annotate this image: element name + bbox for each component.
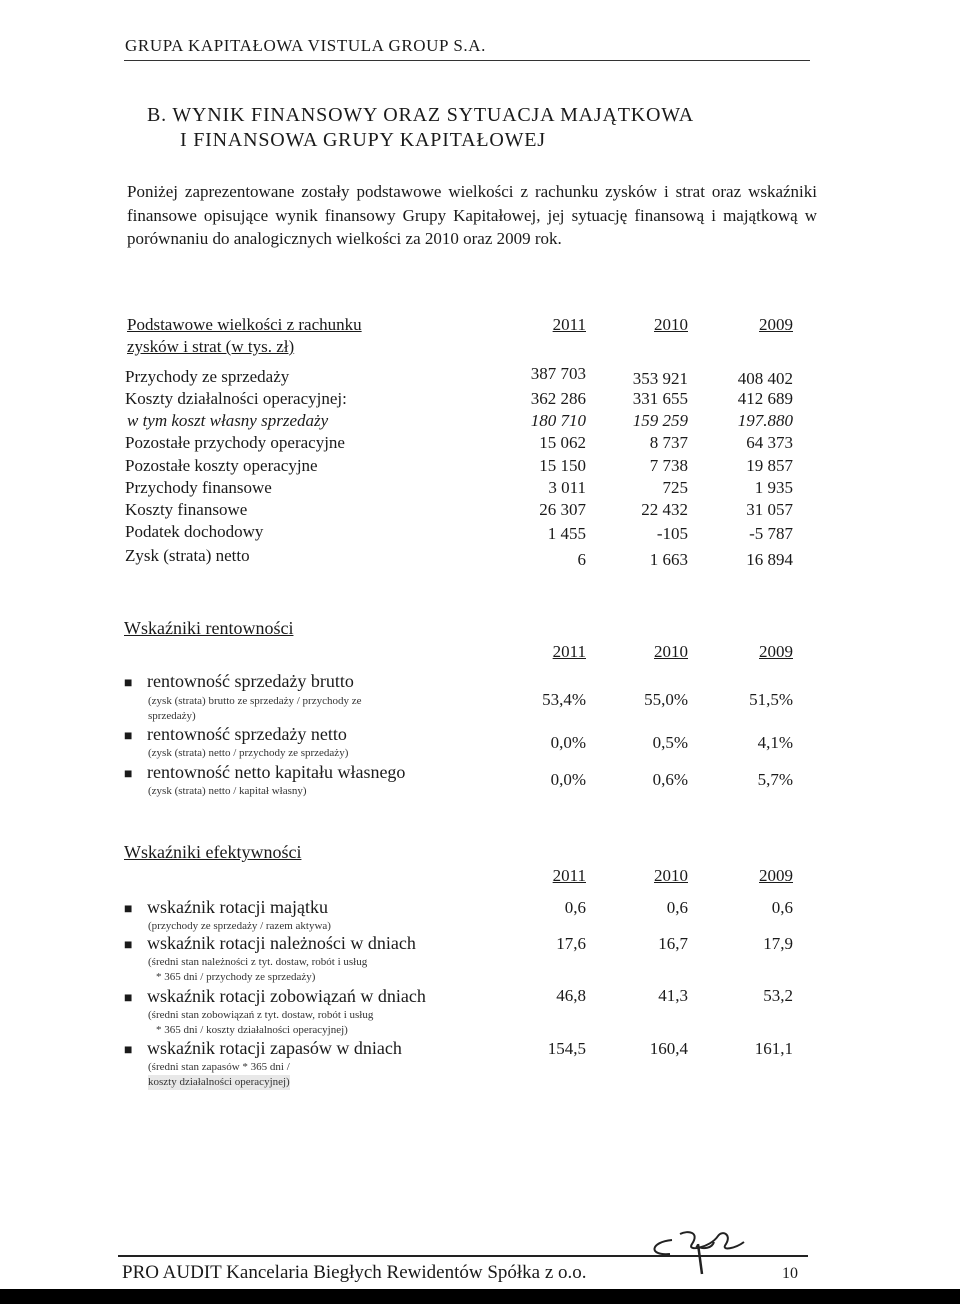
pl-row-label: Zysk (strata) netto [125,546,250,565]
footer-rule [118,1255,808,1257]
eff-cell: 0,6 [771,898,793,917]
handwritten-signature [640,1222,760,1282]
eff-item-label: wskaźnik rotacji zobowiązań w dniach [147,986,426,1006]
prof-item-label: rentowność sprzedaży netto [147,724,347,744]
pl-cell: 387 703 [530,364,586,383]
pl-cell: 725 [662,478,688,497]
eff-cell: 41,3 [658,986,688,1005]
prof-item-sub: (zysk (strata) brutto ze sprzedaży / przychody ze [148,695,362,707]
pl-year-2009: 2009 [759,315,793,334]
pl-row-label: Koszty działalności operacyjnej: [125,389,347,408]
prof-item-sub: sprzedaży) [148,710,196,722]
eff-item-sub: (przychody ze sprzedaży / razem aktywa) [148,920,331,932]
eff-cell: 0,6 [666,898,688,917]
bullet-icon: ■ [124,991,133,1006]
section-title-line2: I FINANSOWA GRUPY KAPITAŁOWEJ [180,129,546,151]
eff-item-label: wskaźnik rotacji należności w dniach [147,933,416,953]
pl-cell: 1 663 [649,550,688,569]
prof-cell: 0,0% [550,770,586,789]
pl-year-2011: 2011 [552,315,586,334]
pl-cell: 197.880 [737,411,793,430]
pl-cell: 159 259 [632,411,688,430]
profitability-heading: Wskaźniki rentowności [124,618,294,638]
pl-cell: 3 011 [548,478,586,497]
pl-row-label: Koszty finansowe [125,500,248,519]
eff-year-2011: 2011 [552,866,586,885]
pl-heading-line1: Podstawowe wielkości z rachunku [127,315,362,334]
pl-cell: 408 402 [737,369,793,388]
pl-cell: 362 286 [530,389,586,408]
eff-cell: 17,6 [556,934,586,953]
prof-cell: 51,5% [749,690,793,709]
prof-cell: 53,4% [542,690,586,709]
prof-cell: 0,5% [652,733,688,752]
pl-cell: 180 710 [530,411,586,430]
pl-cell: 6 [577,550,586,569]
pl-cell: 15 150 [539,456,586,475]
prof-year-2009: 2009 [759,642,793,661]
intro-paragraph: Poniżej zaprezentowane zostały podstawowe wielkości z rachunku zysków i strat oraz wskaźniki finansowe opisujące wynik finansowy Grupy Kapitałowej, jej sytuację finansową i majątkową w porównaniu do analogicznych wielkości za 2010 oraz 2009 rok. [127,182,817,248]
pl-cell: 1 455 [547,524,586,543]
eff-item-sub: (średni stan zobowiązań z tyt. dostaw, robót i usług [148,1009,374,1021]
bullet-icon: ■ [124,729,133,744]
eff-item-sub: * 365 dni / przychody ze sprzedaży) [156,971,316,983]
pl-row-label: Przychody finansowe [125,478,272,497]
pl-cell: 353 921 [632,369,688,388]
efficiency-heading: Wskaźniki efektywności [124,842,302,862]
eff-item-sub: (średni stan należności z tyt. dostaw, robót i usług [148,956,368,968]
eff-cell: 17,9 [763,934,793,953]
pl-cell: 412 689 [737,389,793,408]
section-title-line1: B. WYNIK FINANSOWY ORAZ SYTUACJA MAJĄTKOWA [147,104,694,126]
pl-row-label: Pozostałe przychody operacyjne [125,433,345,452]
pl-cell: 15 062 [539,433,586,452]
pl-cell: 64 373 [746,433,793,452]
pl-cell: 26 307 [539,500,586,519]
bullet-icon: ■ [124,767,133,782]
page-header-title: GRUPA KAPITAŁOWA VISTULA GROUP S.A. [125,36,486,55]
eff-cell: 16,7 [658,934,688,953]
bullet-icon: ■ [124,938,133,953]
footer-firm-name: PRO AUDIT Kancelaria Biegłych Rewidentów Spółka z o.o. [122,1262,587,1283]
pl-year-2010: 2010 [654,315,688,334]
prof-item-sub: (zysk (strata) netto / przychody ze sprzedaży) [148,747,349,759]
prof-item-sub: (zysk (strata) netto / kapitał własny) [148,785,307,797]
pl-cell: 16 894 [746,550,793,569]
eff-item-label: wskaźnik rotacji zapasów w dniach [147,1038,402,1058]
eff-year-2009: 2009 [759,866,793,885]
prof-item-label: rentowność sprzedaży brutto [147,671,354,691]
pl-cell: 1 935 [754,478,793,497]
pl-cell: 331 655 [632,389,688,408]
pl-cell: 31 057 [746,500,793,519]
prof-cell: 0,6% [652,770,688,789]
pl-cell: 22 432 [641,500,688,519]
eff-year-2010: 2010 [654,866,688,885]
pl-cell: 8 737 [649,433,688,452]
bullet-icon: ■ [124,676,133,691]
pl-cell: -105 [656,524,688,543]
eff-item-sub-highlighted: koszty działalności operacyjnej) [148,1076,290,1088]
pl-cell: 19 857 [746,456,793,475]
prof-cell: 55,0% [644,690,688,709]
eff-cell: 46,8 [556,986,586,1005]
pl-row-label: Przychody ze sprzedaży [125,367,290,386]
prof-year-2010: 2010 [654,642,688,661]
prof-item-label: rentowność netto kapitału własnego [147,762,406,782]
prof-cell: 4,1% [757,733,793,752]
pl-row-label: w tym koszt własny sprzedaży [127,411,329,430]
pl-cell: -5 787 [749,524,793,543]
eff-item-label: wskaźnik rotacji majątku [147,897,328,917]
eff-cell: 0,6 [564,898,586,917]
pl-row-label: Podatek dochodowy [125,522,264,541]
scan-bottom-border [0,1289,960,1304]
pl-heading-line2: zysków i strat (w tys. zł) [127,337,295,356]
prof-cell: 5,7% [757,770,793,789]
eff-item-sub: * 365 dni / koszty działalności operacyjnej) [156,1024,348,1036]
eff-cell: 53,2 [763,986,793,1005]
pl-cell: 7 738 [649,456,688,475]
bullet-icon: ■ [124,1043,133,1058]
pl-row-label: Pozostałe koszty operacyjne [125,456,318,475]
bullet-icon: ■ [124,902,133,917]
header-rule [124,60,810,61]
prof-year-2011: 2011 [552,642,586,661]
eff-item-sub: (średni stan zapasów * 365 dni / [148,1061,290,1073]
eff-cell: 154,5 [547,1039,586,1058]
eff-cell: 161,1 [754,1039,793,1058]
prof-cell: 0,0% [550,733,586,752]
page-number: 10 [782,1265,798,1282]
eff-cell: 160,4 [649,1039,688,1058]
